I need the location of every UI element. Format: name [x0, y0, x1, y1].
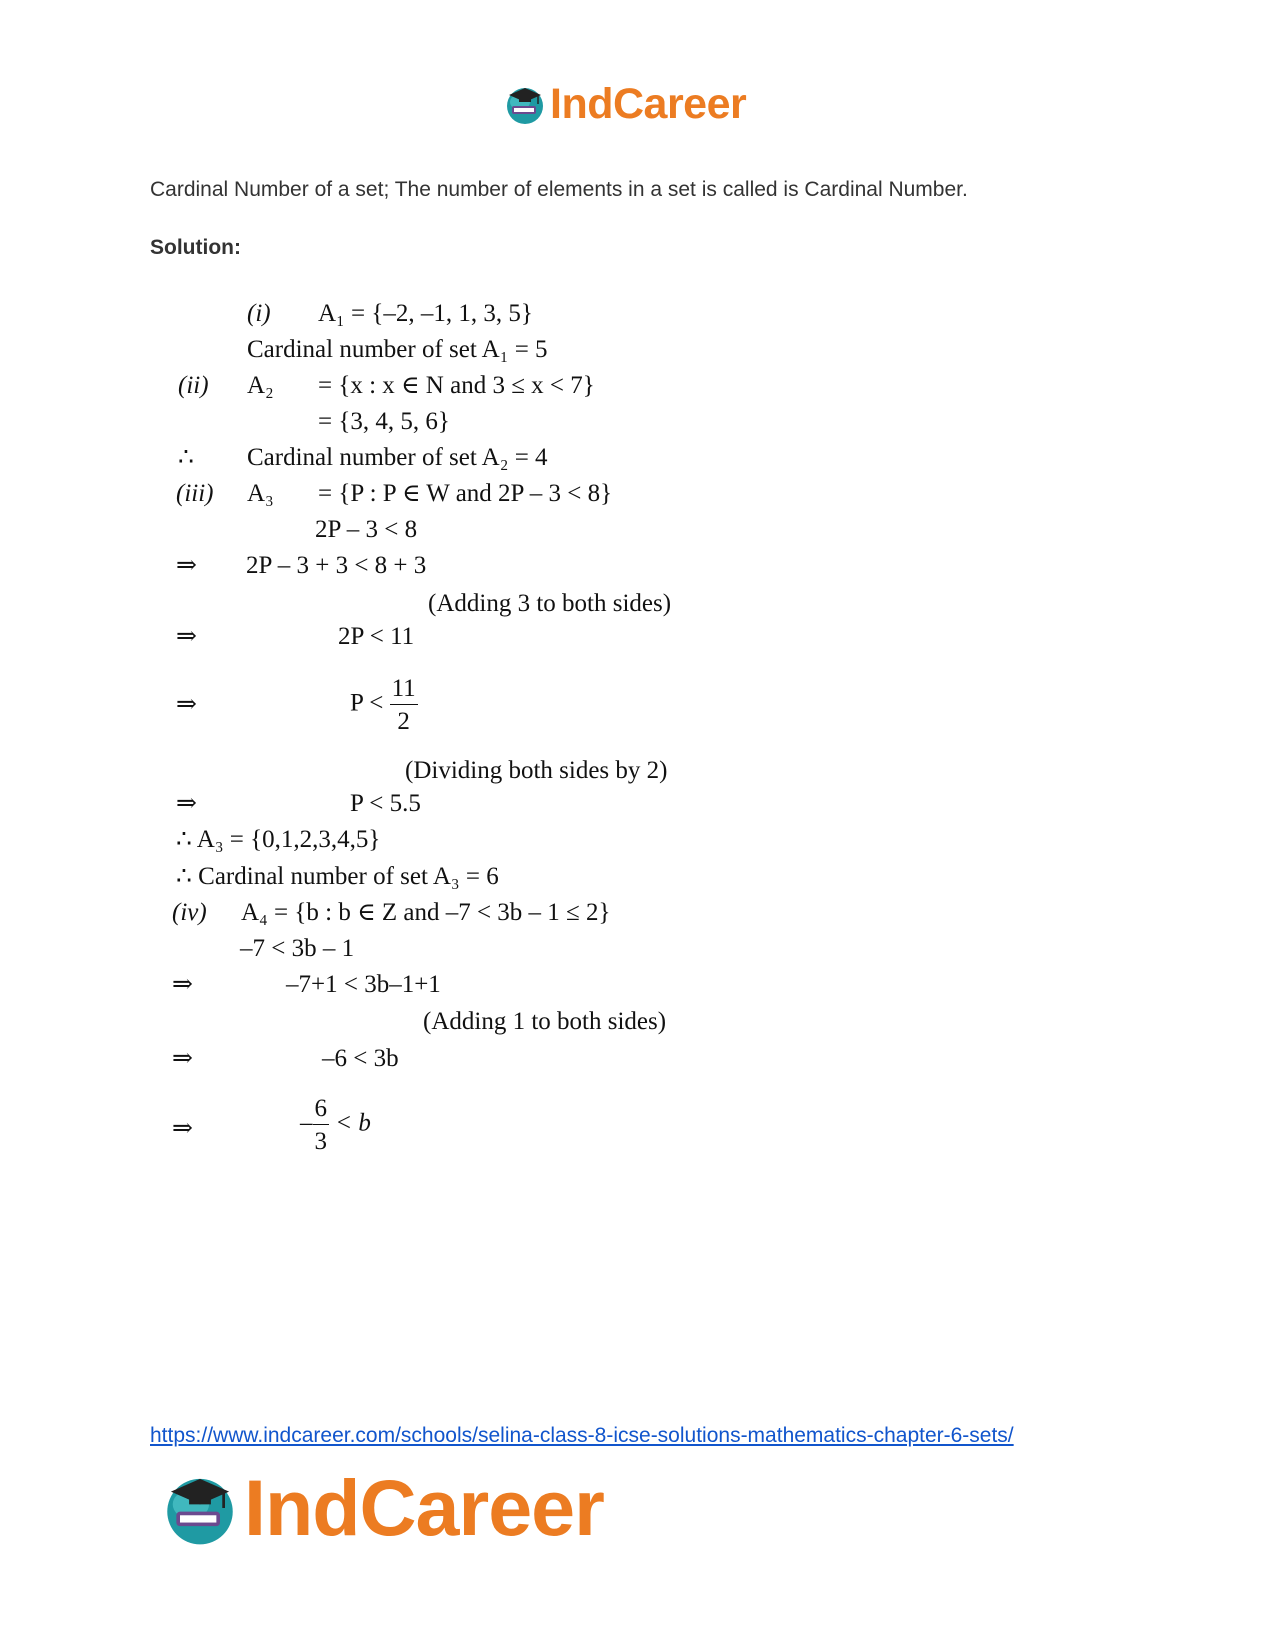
fraction-denominator: 2: [397, 708, 410, 735]
math-line: = {x : x ∈ N and 3 ≤ x < 7}: [318, 372, 595, 399]
math-fraction-suffix: < b: [335, 1109, 371, 1137]
implies-symbol: ⇒: [172, 1045, 193, 1072]
math-line: –7 < 3b – 1: [240, 935, 355, 962]
header-logo-text: IndCareer: [550, 79, 747, 128]
math-line: 2P – 3 + 3 < 8 + 3: [246, 552, 427, 579]
math-line: 2P – 3 < 8: [315, 516, 418, 543]
math-line: A₁ = {–2, –1, 1, 3, 5}: [318, 300, 533, 327]
fraction-numerator: 6: [313, 1096, 330, 1125]
math-note: (Dividing both sides by 2): [405, 757, 668, 784]
math-set-name: A₂: [247, 372, 274, 399]
solution-heading: Solution:: [150, 236, 241, 259]
fraction: [313, 1096, 330, 1154]
math-line: ∴ Cardinal number of set A₃ = 6: [176, 863, 499, 890]
graduation-book-globe-icon: [160, 1468, 240, 1548]
math-line: –6 < 3b: [322, 1045, 399, 1072]
implies-symbol: ⇒: [176, 552, 197, 579]
math-line: Cardinal number of set A₁ = 5: [247, 336, 548, 363]
fraction: [390, 676, 418, 734]
math-line: Cardinal number of set A₂ = 4: [247, 444, 548, 471]
math-set-name: A₃: [247, 480, 274, 507]
implies-symbol: ⇒: [172, 1115, 193, 1142]
implies-symbol: ⇒: [176, 790, 197, 817]
math-line: –7+1 < 3b–1+1: [286, 971, 441, 998]
footer-logo-text: IndCareer: [244, 1463, 604, 1552]
fraction-numerator: 11: [390, 676, 418, 705]
intro-paragraph: Cardinal Number of a set; The number of elements in a set is called is Cardinal Number.: [150, 178, 968, 201]
footer-logo: [160, 1463, 604, 1553]
math-line: = {3, 4, 5, 6}: [318, 408, 450, 435]
part-label-ii: (ii): [178, 372, 209, 399]
math-line: A₄ = {b : b ∈ Z and –7 < 3b – 1 ≤ 2}: [241, 899, 611, 926]
math-note: (Adding 3 to both sides): [428, 590, 672, 617]
math-line: 2P < 11: [338, 623, 415, 650]
math-line: P < 5.5: [350, 790, 421, 817]
footer-url-link[interactable]: https://www.indcareer.com/schools/selina-class-8-icse-solutions-mathematics-chapter-6-sets/: [150, 1424, 1014, 1447]
math-fraction-prefix: P <: [350, 689, 384, 717]
math-line-fraction: [350, 676, 418, 734]
implies-symbol: ⇒: [176, 691, 197, 718]
math-minus-sign: –: [300, 1109, 313, 1137]
implies-symbol: ⇒: [172, 971, 193, 998]
math-line: ∴ A₃ = {0,1,2,3,4,5}: [176, 826, 381, 853]
fraction-denominator: 3: [314, 1128, 327, 1155]
part-label-iii: (iii): [176, 480, 214, 507]
math-note: (Adding 1 to both sides): [423, 1008, 667, 1035]
therefore-symbol: ∴: [178, 444, 194, 471]
math-line-fraction: [300, 1096, 371, 1154]
math-line: = {P : P ∈ W and 2P – 3 < 8}: [318, 480, 613, 507]
implies-symbol: ⇒: [176, 623, 197, 650]
part-label-iv: (iv): [172, 899, 207, 926]
part-label-i: (i): [247, 300, 271, 327]
